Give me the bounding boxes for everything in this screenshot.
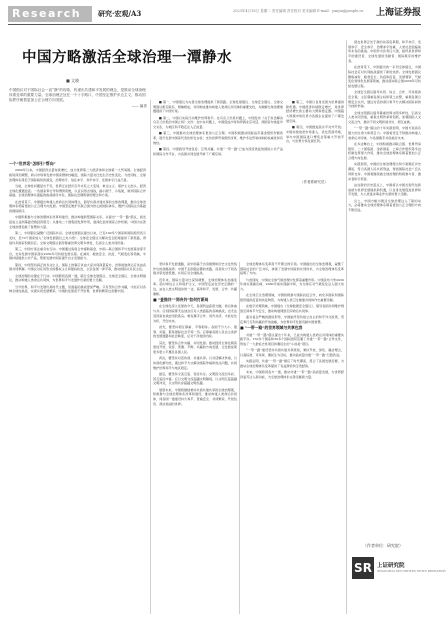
body-paragraph: 最后，要坚持交流互鉴、包容共生。文明因交流而多彩，因互鉴而丰富。应以文明交流超越文明隔阂，以文明互鉴超越文明冲突，以文明共存超越文明优越。	[153, 371, 237, 386]
body-paragraph: 2000年以来，中国经济总量持续增长，成为世界第二大经济体和全球第一大贸易国。全球经济格局深刻调整，新兴市场和发展中国家群体性崛起，国际力量对比发生历史性变化。与此同时，全球治理体系滞后于国际格局的演变，治理赤字、信任赤字、和平赤字、发展赤字日益凸显。	[9, 168, 146, 182]
footer-note: （作者单位：研究院）	[363, 543, 403, 548]
body-paragraph: 实践表明，中国的全球治理理念和方案顺应历史潮流，符合各国人民共同利益，得到国际社会广泛认同和支持。中国将继续做全球治理的积极参与者、推动者和引领者。	[348, 162, 421, 181]
body-paragraph: 其次，要坚持合作共赢、共同发展。推动经济全球化朝着更加开放、包容、普惠、平衡、共赢的方向发展，让发展成果更多更公平惠及各国人民。	[153, 340, 237, 354]
article-byline: ■ 文晓	[66, 78, 80, 83]
column-divider	[150, 100, 151, 614]
body-paragraph: 全球治理体系变革离不开理念的引领。中国提出的全球治理观，凝聚了国际社会的广泛共识，体现了发展中国家的共同诉求，为全球治理体系变革指明了方向。	[240, 262, 344, 276]
body-paragraph: 与此同时，中国在全球气候治理中发挥着重要作用。中国宣布力争2030年前实现碳达峰、2060年前实现碳中和，为全球应对气候变化注入强大动力。	[240, 277, 344, 292]
body-paragraph: 当今世界，和平与发展仍是时代主题，但面临的挑战更加严峻。只有坚持合作共赢，才能应对各种全球性挑战，实现共同发展繁荣。中国的发展离不开世界，世界的繁荣也需要中国。	[9, 284, 146, 294]
column-divider	[239, 262, 240, 614]
body-paragraph: ■ 第四，中国推进高水平对外开放。中国持续放宽市场准入，优化营商环境，举办中国国际进口博览会等重大开放平台，与世界分享发展红利。	[286, 125, 344, 144]
body-paragraph: “一带一路”建设坚持共商共建共享原则，秉持开放、绿色、廉洁理念，以高标准、可持续、惠民生为目标，推动高质量共建“一带一路”行稳致远。	[240, 348, 344, 358]
section-label: 研究·宏观/A3	[98, 9, 142, 18]
body-paragraph: 现在世界正处于新的动荡变革期，和平赤字、发展赤字、安全赤字、治理赤字加重，人类社会面临前所未有的挑战。中国作为负责任大国，始终是世界和平的建设者、全球发展的贡献者、国际秩序的维护者。	[348, 40, 421, 63]
body-paragraph: 在数字治理领域，中国提出《全球数据安全倡议》，倡导各国共同维护网络空间和平与安全，推动构建网络空间命运共同体。	[240, 304, 344, 314]
header-rule	[8, 24, 421, 25]
section-subheading: 一个“世界话”怎样引“帮向”	[9, 161, 56, 166]
column-4	[348, 40, 421, 540]
body-paragraph: 当前，全球性问题层出不穷，世界正在经历百年未有之大变局。单边主义、保护主义抬头，经济全球化遭遇逆流。一些国家奉行零和博弈思维，以意识形态划线，搞小圈子、小集团，破坏国际合作基础。全球治理体系面临的挑战前所未有，国际社会期盼新的理念和方案。	[9, 184, 146, 198]
column-3	[240, 262, 344, 614]
author-tag: （作者系研究员）	[300, 180, 328, 184]
header-info: 2023年4月18日 星期二 责任编辑 责任校对 美术编辑 E-mail：yanjiu@people.cn	[233, 9, 364, 13]
body-paragraph: ■ 第三，中国以自身发展为世界提供新机遇。中国经济持续稳定增长，是世界经济增长的主要动力源和稳定器。中国超大规模市场优势为各国企业提供了广阔发展空间。	[286, 100, 344, 123]
article-abstract	[9, 88, 147, 109]
body-paragraph: 坚持和平发展道路，是中国基于自身国情和历史文化传统作出的战略抉择。中国不走国强必霸的老路，而是致力于同各国共享发展机遇，共同应对全球挑战。	[153, 262, 237, 276]
abstract-credit: —— 编者	[131, 103, 147, 108]
column-divider	[346, 40, 347, 614]
logo-subtext: SHANGHAI SECURITIES NEWS RESEARCH	[377, 569, 446, 573]
body-paragraph: 首先，要坚持相互尊重、平等相待。各国不分大小、强弱、贫富，都是国际社会平等一员。应尊重各国人民自主选择的发展道路和社会制度，反对干涉他国内政。	[153, 324, 237, 339]
body-paragraph: 近年来，国际力量对比深刻调整，全球治理体系加速变革。面对单边主义和保护主义，中国坚定站在历史正确的一边，站在人类文明进步的一边，高举和平、发展、合作、共赢旗帜。	[153, 277, 237, 296]
body-paragraph: 全球治理的关键在于行动。中国愿同各国一道，践行全球发展倡议、全球安全倡议、全球文明倡议，推动构建人类命运共同体，为世界和平与发展作出新的更大贡献。	[9, 273, 146, 283]
logo-mark: SR	[352, 557, 374, 579]
section-brand: Research	[12, 7, 82, 20]
body-paragraph: ■ 第四，中国倡导开放包容、互利共赢。共建“一带一路”已成为深受欢迎的国际公共产品和国际合作平台，为各国共同发展开辟了广阔空间。	[153, 147, 283, 156]
column-1	[9, 162, 146, 614]
body-paragraph: 在多边舞台上，中国积极推动联合国、世界贸易组织、二十国集团、金砖国家、上海合作组织等多边机制发挥更大作用，推动全球治理体系朝着更加公正合理方向发展。	[348, 142, 421, 161]
article-headline: 中国方略激活全球治理一潭静水	[22, 49, 232, 66]
body-paragraph: 共建“一带一路”倡议提出十年来，已成为构建人类命运共同体的重要实践平台。150多个国家和30多个国际组织签署了共建“一带一路”合作文件，形成了一大批标志性项目和惠民生的“小而美”项目。	[240, 332, 344, 347]
body-paragraph: “一带一路”倡议的十年实践表明，中国方案具有强大的生命力和感召力。中国将坚定不移推动构建人类命运共同体，与各国携手共创美好未来。	[348, 126, 421, 140]
body-paragraph: 实践证明，共建“一带一路”顺应了时代潮流，契合了各国发展需要，为推动全球治理体系变革提供了有益探索和宝贵经验。	[240, 359, 344, 369]
body-paragraph: 展望未来，中国将继续秉持共商共建共享的全球治理观，积极参与全球治理体系改革和建设，推动构建人类命运共同体，同各国一道建设持久和平、普遍安全、共同繁荣、开放包容、清洁美丽的世界。	[153, 387, 237, 406]
research-logo	[352, 557, 446, 579]
paper-name: 上海证券报	[375, 8, 421, 18]
column-3-top	[286, 100, 344, 180]
body-paragraph: 中国积极参与全球治理体系改革和建设，推动构建新型国际关系。从提出“一带一路”倡议，到发起成立亚洲基础设施投资银行；从推动二十国集团发挥作用，到深化金砖国家合作机制，中国为完善全球治理贡献了智慧和力量。	[9, 215, 146, 229]
body-paragraph: 总之，中国方略为激活全球治理注入了新的动力，必将推动全球治理体系朝着更加公正合理的方向不断迈进。	[348, 198, 421, 212]
column-2-top	[153, 100, 283, 180]
body-paragraph: 在全球卫生治理领域，中国积极参与国际抗疫合作，向众多国家和国际组织提供疫苗和抗疫物资，为构建人类卫生健康共同体作出重要贡献。	[240, 293, 344, 303]
body-paragraph: 全球安全倡议倡导共同、综合、合作、可持续的安全观，主张尊重各国主权和领土完整，重视各国合理安全关切，通过对话协商以和平方式解决国家间的分歧和争端。	[348, 90, 421, 109]
body-paragraph: 再次，要坚持对话协商、共建共享。以对话解决争端，以协商化解分歧，通过和平方式解决国际争端和热点问题，共同维护世界和平与地区稳定。	[153, 356, 237, 370]
body-paragraph: ■ 第一，中国倡议为完善全球治理提供了新思路。全球发展倡议、全球安全倡议、全球文明倡议相互联系、相辅相成，共同构成推动构建人类命运共同体的重要支柱，为破解全球治理难题提供了中国方案。	[153, 100, 283, 114]
body-paragraph: 第四，中国坚持真正的多边主义。国际上的事应该由大家共同商量着办，世界前途命运应该由各国共同掌握。中国反对任何形式的霸权主义和强权政治，主张各国一律平等，推动国际关系民主化。	[9, 262, 146, 272]
body-paragraph: ■ 第三，中国推动全球治理体系更加公正合理。中国积极推动国际货币基金组织份额改革，提升发展中国家代表性和发言权；支持世界贸易组织改革，维护多边贸易体制的权威性和有效性。	[153, 131, 283, 145]
body-paragraph: 在全球化深入发展的今天，各国利益高度交融，命运休戚与共。任何国家都无法独自应对人类面临的各种挑战，也无法退回到自我封闭的孤岛。唯有携手合作、同舟共济，才能化危为机、开创未来。	[153, 304, 237, 323]
section-subheading: ■ “查推共”“同舟共”如何打新局	[153, 297, 209, 303]
body-paragraph: ■ 第二，中国以实际行动维护世界和平。在乌克兰危机问题上，中国发布《关于政治解决乌克兰危机的中国立场》文件；在中东问题上，中国促成沙特和伊朗北京对话，两国宣布恢复外交关系，为地区和平稳定注入正能量。	[153, 115, 283, 130]
body-paragraph: 第二，中国倡议凝聚广泛国际共识。全球发展倡议提出以来，已有100多个国家和国际组织表示支持，近70个国家加入“全球发展倡议之友小组”。全球安全倡议为解决安全困境提供了新思路，得到许多国家积极回应。全球文明倡议倡导尊重世界文明多样性，弘扬全人类共同价值。	[9, 231, 146, 245]
abstract-text: 中国倡议对于国际社会一直“静”的现象，传递出共建和平发展的理念，是推动全球治理体系变革的重要力量。全球治理正处在一个十字路口，中国坚定维护多边主义，推动国际秩序朝着更加公正合理方向发展。	[9, 88, 146, 103]
body-paragraph: 在此背景下，中国提出的一系列全球倡议，为国际社会应对共同挑战提供了新的选择。全球发展倡议聚焦减贫、粮食安全、抗疫和疫苗、发展筹资、气候变化和绿色发展等领域，推动落实联合国2030年可持续发展议程。	[348, 65, 421, 88]
body-paragraph: 全球文明倡议倡导尊重世界文明多样性，弘扬全人类共同价值，重视文明传承和创新，加强国际人文交流合作，推动不同文明和谐共处、相互成就。	[348, 110, 421, 125]
body-paragraph: 在此背景下，中国提出构建人类命运共同体理念，倡导共商共建共享的全球治理观，推动全球治理体系朝着更加公正合理方向发展。中国坚定维护以联合国为核心的国际体系，维护以国际法为基础的国际秩序。	[9, 199, 146, 214]
logo-text: 上证研究院	[377, 563, 405, 569]
body-paragraph: 第三，中国方案注重务实行动。中国通过南南合作援助基金、中国—联合国和平与发展基金等平台，支持发展中国家落实2030年可持续发展议程。在减贫、粮食安全、抗疫、气候变化等领域，中国持续提供公共产品，帮助发展中国家提升自主发展能力。	[9, 246, 146, 261]
column-2	[153, 262, 237, 614]
body-paragraph: 面对复杂严峻的国际形势，中国始终坚持独立自主的和平外交政策，坚定奉行互利共赢的开放战略，为世界和平发展贡献中国智慧。	[240, 315, 344, 325]
body-paragraph: 未来，中国将同各方一道，推动共建“一带一路”高质量发展，为世界经济复苏注入新动能，为全球治理体系完善贡献新力量。	[240, 370, 344, 380]
section-brand-box	[8, 6, 92, 22]
section-subheading: ■ “一带一路”的世界领域与共享包容	[240, 325, 303, 331]
body-paragraph: 站在新的历史起点上，中国将以中国式现代化新成就为世界发展提供新机遇，以自身发展促进世界和平发展，为人类进步事业作出新的更大贡献。	[348, 182, 421, 197]
